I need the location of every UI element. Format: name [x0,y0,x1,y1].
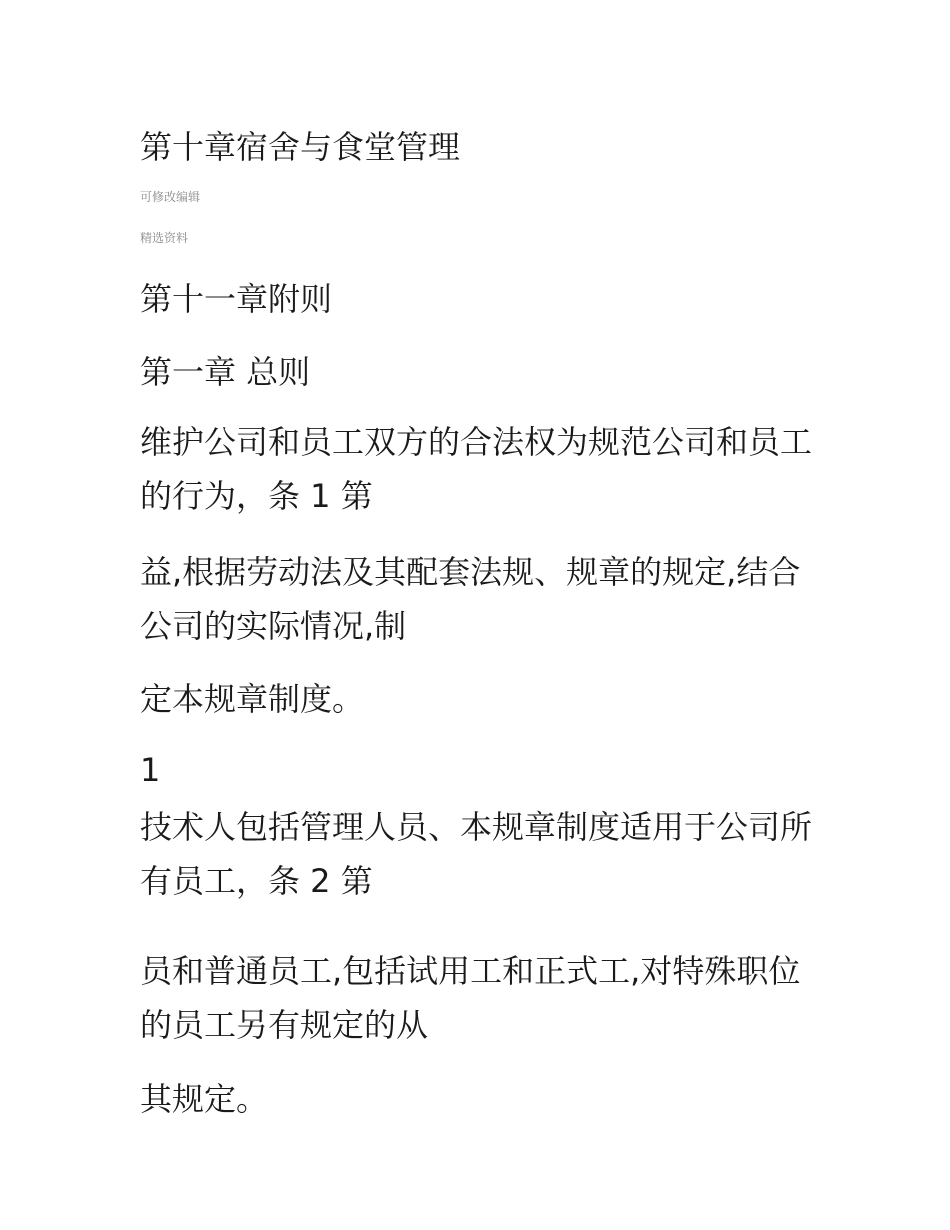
article-2-paragraph-a: 技术人包括管理人员、本规章制度适用于公司所有员工，条 2 第 [140,808,813,900]
editable-note: 可修改编辑 [140,190,201,204]
page-number: 1 [140,751,161,789]
chapter-1-heading: 第一章 总则 [140,353,311,391]
article-1-paragraph-a: 维护公司和员工双方的合法权为规范公司和员工的行为，条 1 第 [140,423,813,515]
article-1-paragraph-c: 定本规章制度。 [140,680,365,718]
article-1-paragraph-b: 益,根据劳动法及其配套法规、规章的规定,结合公司的实际情况,制 [140,553,801,645]
chapter-10-heading: 第十章宿舍与食堂管理 [140,128,461,166]
chapter-11-heading: 第十一章附则 [140,280,333,318]
article-2-paragraph-b: 员和普通员工,包括试用工和正式工,对特殊职位的员工另有规定的从 [140,952,801,1044]
article-2-paragraph-c: 其规定。 [140,1080,269,1118]
selected-note: 精选资料 [140,231,189,245]
